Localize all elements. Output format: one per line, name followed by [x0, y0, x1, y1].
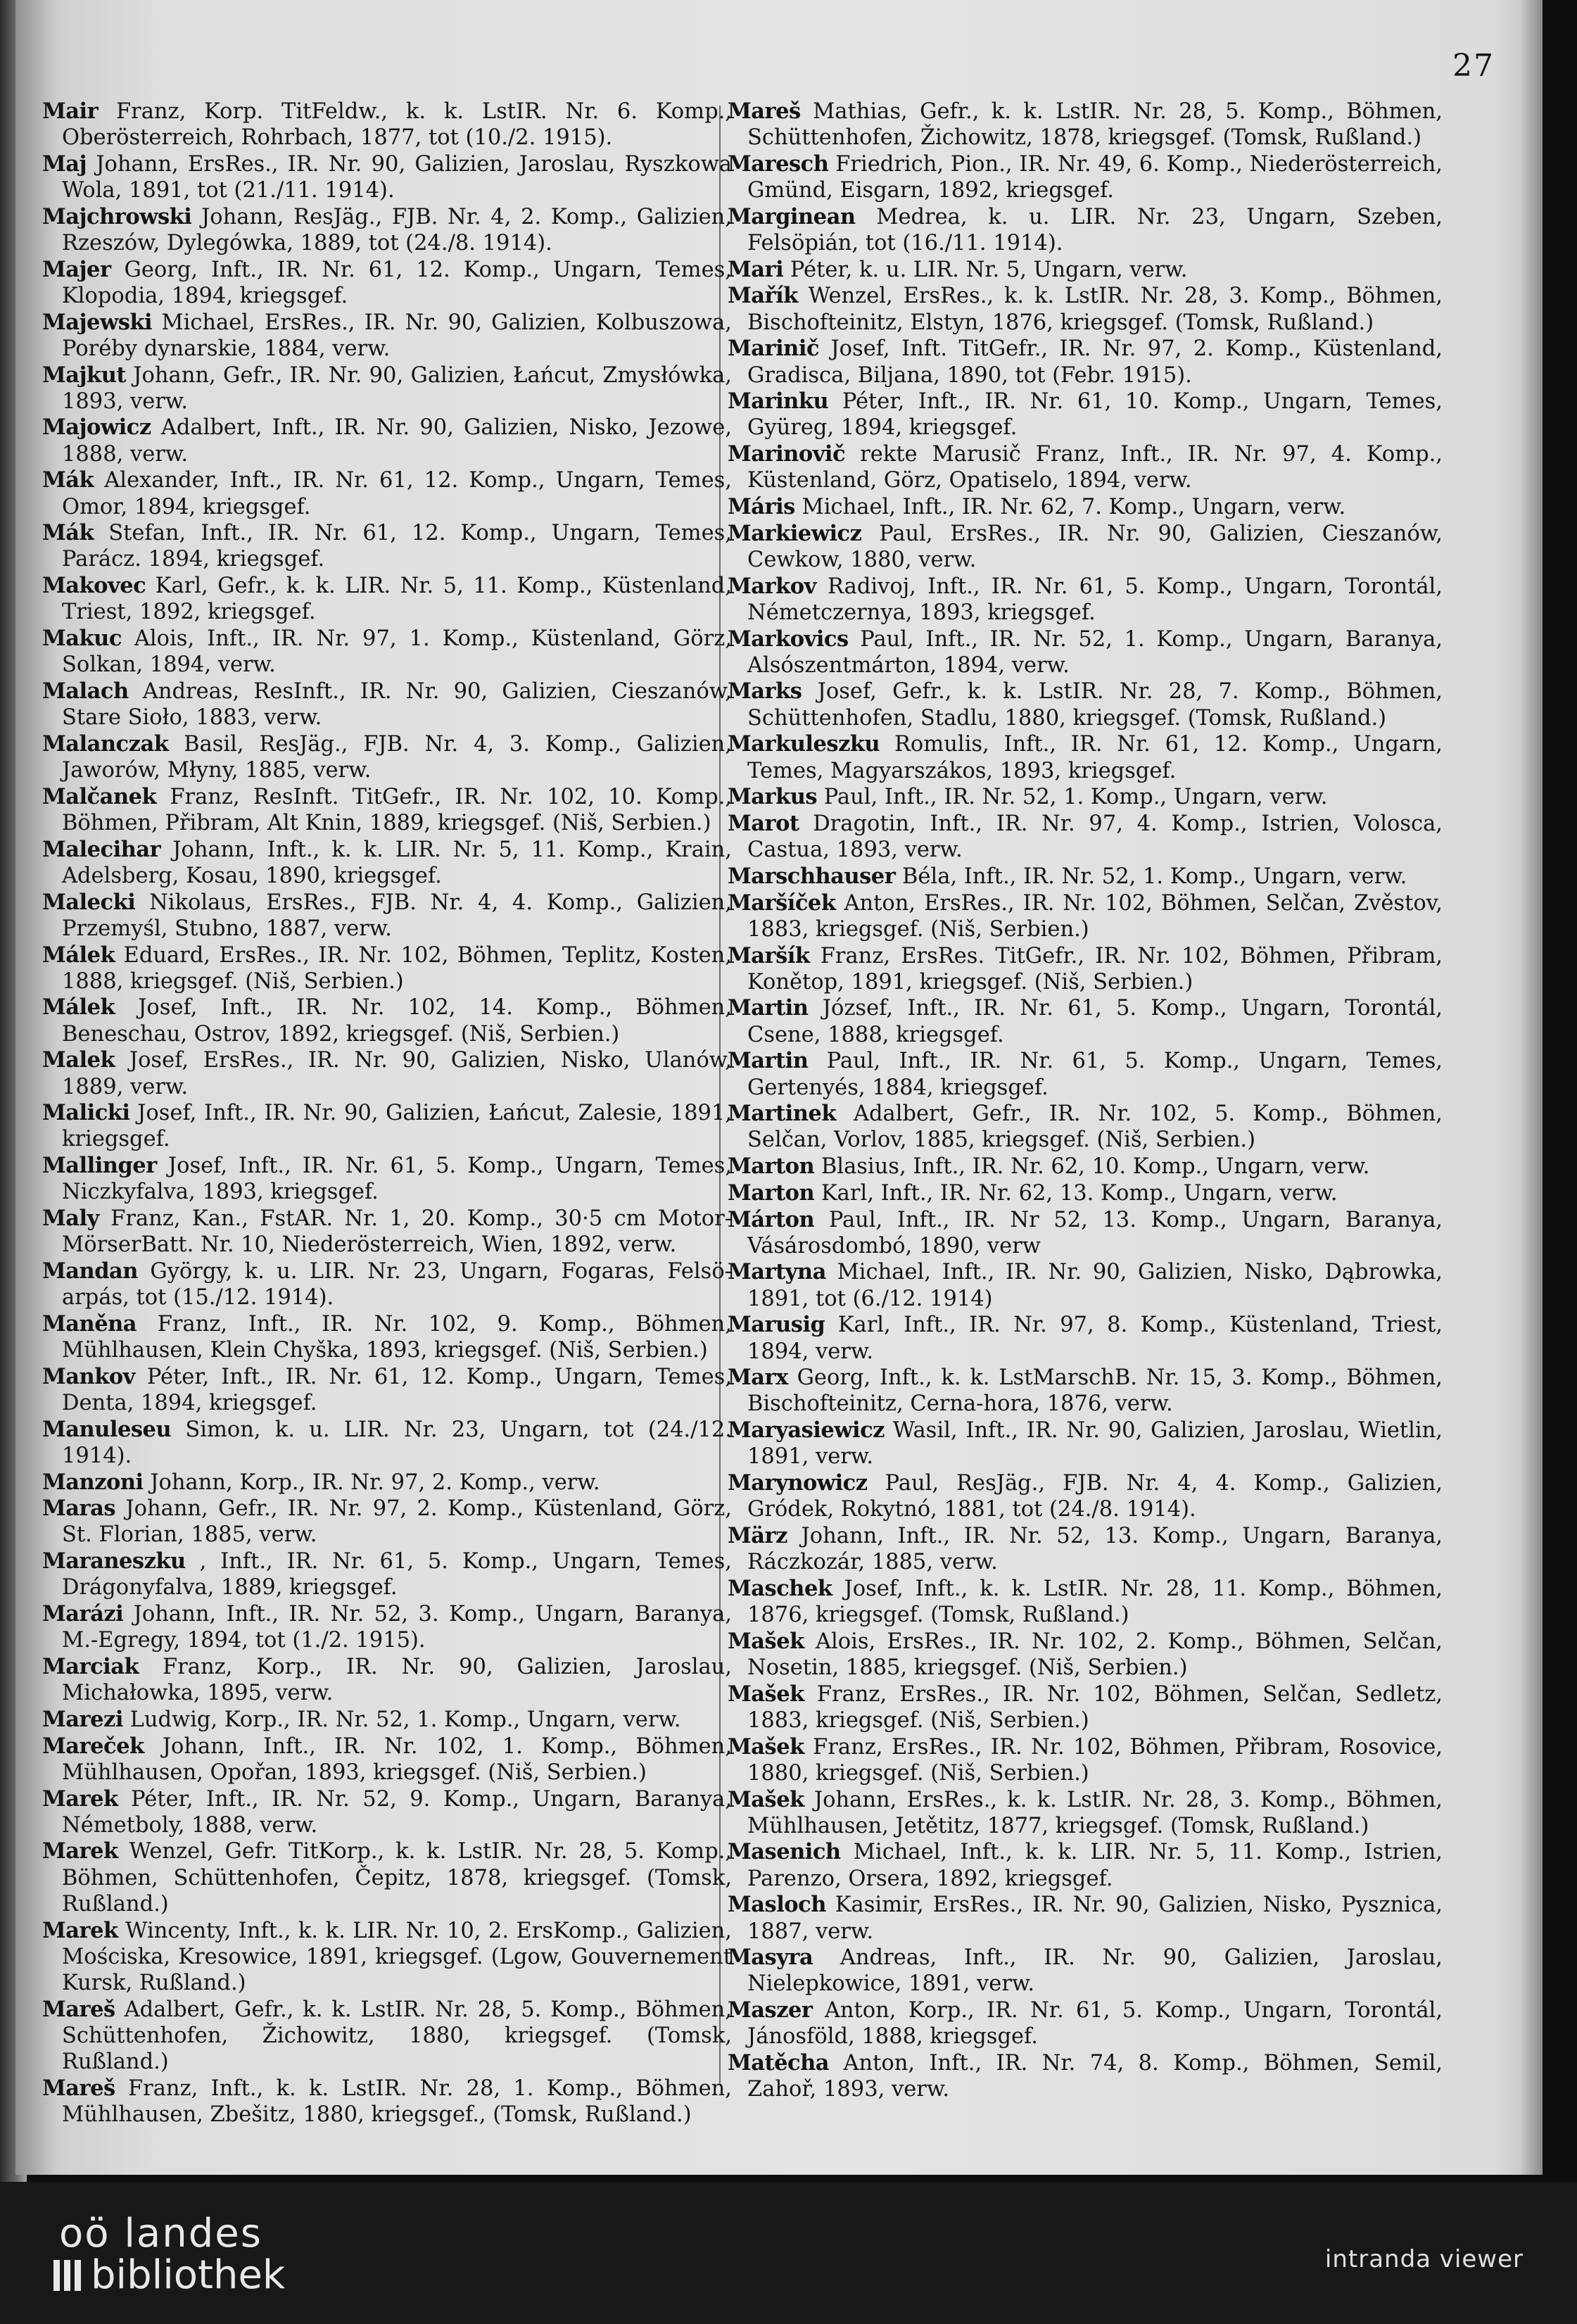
list-item — [728, 494, 1443, 520]
list-item — [42, 1997, 732, 2076]
list-item — [42, 626, 732, 678]
entry-details: Josef, Inft. TitGefr., IR. Nr. 97, 2. Komp., Küstenland, Gradisca, Biljana, 1890, tot (Febr. 1915). — [747, 336, 1443, 388]
entry-details: Kasimir, ErsRes., IR. Nr. 90, Galizien, Nisko, Pysznica, 1887, verw. — [747, 1893, 1443, 1944]
entry-details: Adalbert, Inft., IR. Nr. 90, Galizien, Nisko, Jezowe, 1888, verw. — [62, 415, 732, 467]
entry-surname: Malčanek — [42, 783, 157, 809]
entry-surname: Maszer — [728, 1997, 813, 2023]
entry-surname: Maraneszku — [42, 1548, 186, 1574]
viewer-footer — [0, 2182, 1577, 2324]
entry-details: Johann, Inft., IR. Nr. 52, 13. Komp., Ungarn, Baranya, Ráczkozár, 1885, verw. — [747, 1523, 1443, 1575]
entry-surname: Markov — [728, 573, 816, 599]
entry-surname: Marton — [728, 1154, 815, 1180]
entry-details: Josef, Gefr., k. k. LstIR. Nr. 28, 7. Komp., Böhmen, Schüttenhofen, Stadlu, 1880, kriegsgef. (Tomsk, Rußland.) — [747, 679, 1443, 731]
entry-surname: Markovics — [728, 626, 849, 652]
entry-surname: Maresch — [728, 151, 829, 177]
entry-surname: Maly — [42, 1206, 99, 1232]
entry-details: Eduard, ErsRes., IR. Nr. 102, Böhmen, Teplitz, Kosten, 1888, kriegsgef. (Niš, Serbien.) — [62, 942, 732, 994]
entry-surname: Mašek — [728, 1681, 804, 1707]
library-logo[interactable] — [53, 2211, 286, 2298]
list-item — [728, 1470, 1443, 1522]
entry-details: Wincenty, Inft., k. k. LIR. Nr. 10, 2. ErsKomp., Galizien, Mościska, Kresowice, 1891, kriegsgef. (Lgow, Gouvernement Kursk, Rußland.) — [62, 1918, 732, 1995]
entry-surname: Mareš — [42, 2075, 115, 2101]
list-item — [728, 1629, 1443, 1681]
list-item — [42, 310, 732, 362]
entry-surname: Marynowicz — [728, 1470, 868, 1496]
list-item — [42, 837, 732, 889]
entry-details: Georg, Inft., k. k. LstMarschB. Nr. 15, 3. Komp., Böhmen, Bischofteinitz, Cerna-hora, 1876, verw. — [747, 1365, 1443, 1417]
entry-details: Franz, ErsRes., IR. Nr. 102, Böhmen, Přibram, Rosovice, 1880, kriegsgef. (Niš, Serbien.) — [747, 1734, 1443, 1786]
entry-details: Franz, Inft., IR. Nr. 102, 9. Komp., Böhmen, Mühlhausen, Klein Chyška, 1893, kriegsgef. (Niš, Serbien.) — [62, 1311, 732, 1363]
list-item — [728, 1365, 1443, 1417]
entry-surname: Manzoni — [42, 1469, 144, 1495]
entry-details: Franz, ErsRes. TitGefr., IR. Nr. 102, Böhmen, Přibram, Konětop, 1891, kriegsgef. (Niš, Serbien.) — [747, 943, 1443, 994]
list-item — [728, 890, 1443, 942]
entry-details: Johann, ErsRes., IR. Nr. 90, Galizien, Jaroslau, Ryszkowa Wola, 1891, tot (21./11. 1914). — [62, 151, 732, 203]
list-item — [728, 1839, 1443, 1891]
entry-details: Johann, Inft., IR. Nr. 102, 1. Komp., Böhmen, Mühlhausen, Opořan, 1893, kriegsgef. (Niš, Serbien.) — [62, 1733, 732, 1785]
entry-surname: Malicki — [42, 1100, 130, 1126]
entry-surname: Maršík — [728, 942, 810, 968]
list-item — [42, 1417, 732, 1469]
list-item — [42, 2076, 732, 2128]
logo-line-2-wrap — [53, 2254, 285, 2297]
document-page — [15, 0, 1543, 2175]
list-item — [728, 1101, 1443, 1153]
entry-details: Franz, ErsRes., IR. Nr. 102, Böhmen, Selčan, Sedletz, 1883, kriegsgef. (Niš, Serbien.) — [747, 1681, 1443, 1733]
list-item — [728, 1997, 1443, 2050]
list-item — [728, 1048, 1443, 1100]
list-item — [728, 204, 1443, 256]
list-item — [42, 1654, 732, 1706]
entry-surname: Majowicz — [42, 415, 151, 441]
list-item — [728, 678, 1443, 731]
list-item — [728, 1523, 1443, 1575]
list-item — [42, 467, 732, 519]
entry-details: Alois, Inft., IR. Nr. 97, 1. Komp., Küstenland, Görz, Solkan, 1894, verw. — [62, 626, 732, 678]
entry-details: Josef, Inft., IR. Nr. 90, Galizien, Łańcut, Zalesie, 1891, kriegsgef. — [62, 1101, 732, 1152]
list-item — [42, 994, 732, 1047]
entry-surname: Masenich — [728, 1839, 841, 1865]
list-item — [42, 1470, 732, 1496]
entry-surname: Márton — [728, 1206, 815, 1232]
right-column — [728, 99, 1443, 2103]
entry-surname: Malecki — [42, 889, 136, 915]
entry-details: Andreas, ResInft., IR. Nr. 90, Galizien, Cieszanów, Stare Sioło, 1883, verw. — [62, 678, 732, 731]
entry-surname: Manuleseu — [42, 1416, 172, 1442]
entry-details: Johann, Korp., IR. Nr. 97, 2. Komp., verw. — [143, 1470, 600, 1495]
entry-surname: Málek — [42, 942, 115, 968]
entry-details: Simon, k. u. LIR. Nr. 23, Ungarn, tot (24./12. 1914). — [62, 1417, 732, 1468]
entry-details: Franz, Korp. TitFeldw., k. k. LstIR. Nr. 6. Komp., Oberösterreich, Rohrbach, 1877, tot (10./2. 1915). — [62, 99, 732, 151]
list-item — [728, 626, 1443, 678]
entry-surname: Marx — [728, 1365, 788, 1391]
list-item — [42, 1838, 732, 1917]
entry-details: Péter, k. u. LIR. Nr. 5, Ungarn, verw. — [783, 257, 1188, 282]
entry-details: Andreas, Inft., IR. Nr. 90, Galizien, Jaroslau, Nielepkowice, 1891, verw. — [747, 1945, 1443, 1997]
list-item — [42, 362, 732, 415]
entry-details: Wasil, Inft., IR. Nr. 90, Galizien, Jaroslau, Wietlin, 1891, verw. — [747, 1418, 1443, 1470]
entry-surname: Marusig — [728, 1312, 825, 1338]
list-item — [42, 1153, 732, 1205]
entry-details: Wenzel, ErsRes., k. k. LstIR. Nr. 28, 3. Komp., Böhmen, Bischofteinitz, Elstyn, 1876, kriegsgef. (Tomsk, Rußland.) — [747, 284, 1443, 335]
list-item — [728, 2050, 1443, 2102]
entry-details: Péter, Inft., IR. Nr. 61, 10. Komp., Ungarn, Temes, Gyüreg, 1894, kriegsgef. — [747, 389, 1443, 441]
entry-details: Karl, Gefr., k. k. LIR. Nr. 5, 11. Komp., Küstenland, Triest, 1892, kriegsgef. — [62, 574, 732, 625]
entry-surname: Marciak — [42, 1653, 139, 1679]
entry-details: Michael, Inft., k. k. LIR. Nr. 5, 11. Komp., Istrien, Parenzo, Orsera, 1892, kriegsgef. — [747, 1840, 1443, 1891]
viewer-label: intranda viewer — [1324, 2245, 1524, 2273]
list-item — [728, 283, 1443, 335]
entry-surname: Malek — [42, 1047, 115, 1073]
entry-surname: Masyra — [728, 1945, 813, 1971]
list-item — [728, 864, 1443, 890]
list-item — [728, 151, 1443, 203]
entry-surname: Maršíček — [728, 890, 836, 916]
list-item — [42, 1311, 732, 1363]
entry-details: Johann, Gefr., IR. Nr. 90, Galizien, Łańcut, Zmysłówka, 1893, verw. — [62, 362, 732, 414]
entry-surname: Marezi — [42, 1706, 123, 1732]
entry-details: Anton, Korp., IR. Nr. 61, 5. Komp., Ungarn, Torontál, Jánosföld, 1888, kriegsgef. — [747, 1998, 1443, 2050]
entry-details: Béla, Inft., IR. Nr. 52, 1. Komp., Ungarn, verw. — [895, 864, 1407, 889]
entry-details: Johann, ResJäg., FJB. Nr. 4, 2. Komp., Galizien, Rzeszów, Dylegówka, 1889, tot (24./8. 1914). — [62, 204, 732, 256]
entry-surname: Marton — [728, 1180, 815, 1206]
list-item — [728, 521, 1443, 573]
entry-surname: Málek — [42, 994, 115, 1021]
list-item — [728, 1945, 1443, 1997]
entry-surname: Marschhauser — [728, 863, 896, 889]
entry-surname: Mallinger — [42, 1153, 157, 1179]
entry-surname: Marinič — [728, 336, 820, 362]
list-item — [42, 678, 732, 731]
entry-details: Paul, Inft., IR. Nr. 52, 1. Komp., Ungarn, verw. — [817, 785, 1328, 810]
entry-surname: Marinovič — [728, 441, 846, 467]
list-item — [728, 257, 1443, 283]
entry-surname: Maschek — [728, 1575, 832, 1601]
logo-line-2: bibliothek — [91, 2252, 286, 2298]
list-item — [728, 574, 1443, 626]
entry-details: , Inft., IR. Nr. 61, 5. Komp., Ungarn, Temes, Drágonyfalva, 1889, kriegsgef. — [62, 1549, 732, 1600]
entry-details: Mathias, Gefr., k. k. LstIR. Nr. 28, 5. Komp., Böhmen, Schüttenhofen, Žichowitz, 1878, kriegsgef. (Tomsk, Rußland.) — [747, 99, 1443, 151]
list-item — [42, 1206, 732, 1258]
list-item — [728, 731, 1443, 783]
list-item — [42, 1786, 732, 1838]
entry-surname: Maras — [42, 1496, 116, 1522]
entry-surname: Masloch — [728, 1892, 826, 1918]
list-item — [728, 784, 1443, 810]
entry-surname: Marinku — [728, 389, 829, 415]
list-item — [728, 1154, 1443, 1180]
entry-surname: Makovec — [42, 573, 146, 599]
entry-surname: Marot — [728, 810, 799, 836]
entry-details: Paul, Inft., IR. Nr 52, 13. Komp., Ungarn, Baranya, Vásárosdombó, 1890, verw — [747, 1207, 1443, 1258]
entry-surname: Mandan — [42, 1258, 138, 1284]
entry-surname: Mašek — [728, 1628, 804, 1654]
list-item — [42, 1707, 732, 1733]
entry-surname: Mari — [728, 256, 784, 282]
list-item — [42, 1601, 732, 1653]
logo-bars-icon — [53, 2260, 81, 2291]
entry-details: Michael, ErsRes., IR. Nr. 90, Galizien, Kolbuszowa, Poréby dynarskie, 1884, verw. — [62, 310, 732, 361]
entry-surname: Mair — [42, 99, 99, 124]
list-item — [728, 1576, 1443, 1628]
entry-surname: Marek — [42, 1838, 118, 1864]
entry-surname: Markiewicz — [728, 520, 862, 546]
entry-details: Michael, Inft., IR. Nr. 90, Galizien, Nisko, Dąbrowka, 1891, tot (6./12. 1914) — [747, 1260, 1443, 1311]
entry-details: Alois, ErsRes., IR. Nr. 102, 2. Komp., Böhmen, Selčan, Nosetin, 1885, kriegsgef. (Niš, Serbien.) — [747, 1629, 1443, 1680]
entry-details: Paul, ResJäg., FJB. Nr. 4, 4. Komp., Galizien, Gródek, Rokytnó, 1881, tot (24./8. 1914). — [747, 1471, 1443, 1522]
entry-details: Franz, Korp., IR. Nr. 90, Galizien, Jaroslau, Michałowka, 1895, verw. — [62, 1654, 732, 1706]
list-item — [42, 784, 732, 836]
entry-surname: Malach — [42, 678, 129, 704]
list-item — [728, 811, 1443, 863]
entry-details: Adalbert, Gefr., IR. Nr. 102, 5. Komp., Böhmen, Selčan, Vorlov, 1885, kriegsgef. (Niš, Serbien.) — [747, 1101, 1443, 1153]
entry-surname: Majkut — [42, 362, 126, 388]
list-item — [728, 1734, 1443, 1786]
list-item — [42, 1918, 732, 1997]
entry-surname: Markuleszku — [728, 731, 880, 757]
entry-details: Josef, Inft., k. k. LstIR. Nr. 28, 11. Komp., Böhmen, 1876, kriegsgef. (Tomsk, Rußland.) — [747, 1576, 1443, 1628]
list-item — [728, 1417, 1443, 1470]
list-item — [728, 1892, 1443, 1944]
list-item — [42, 151, 732, 203]
entry-surname: Maněna — [42, 1311, 137, 1337]
list-item — [42, 1258, 732, 1311]
entry-details: Ludwig, Korp., IR. Nr. 52, 1. Komp., Ungarn, verw. — [122, 1707, 681, 1732]
entry-surname: Mankov — [42, 1363, 135, 1389]
entry-surname: Majer — [42, 256, 111, 282]
entry-details: Josef, ErsRes., IR. Nr. 90, Galizien, Nisko, Ulanów, 1889, verw. — [62, 1048, 732, 1099]
entry-surname: Makuc — [42, 626, 122, 652]
entry-details: Karl, Inft., IR. Nr. 97, 8. Komp., Küstenland, Triest, 1894, verw. — [747, 1313, 1443, 1364]
entry-details: Péter, Inft., IR. Nr. 52, 9. Komp., Ungarn, Baranya, Németboly, 1888, verw. — [62, 1786, 732, 1838]
entry-details: Péter, Inft., IR. Nr. 61, 12. Komp., Ungarn, Temes, Denta, 1894, kriegsgef. — [62, 1364, 732, 1415]
list-item — [728, 389, 1443, 441]
entry-surname: Malanczak — [42, 731, 169, 757]
entry-details: Johann, Inft., k. k. LIR. Nr. 5, 11. Komp., Krain, Adelsberg, Kosau, 1890, kriegsgef. — [62, 837, 732, 888]
entry-details: Anton, Inft., IR. Nr. 74, 8. Komp., Böhmen, Semil, Zahoř, 1893, verw. — [747, 2051, 1443, 2102]
entry-details: Karl, Inft., IR. Nr. 62, 13. Komp., Ungarn, verw. — [814, 1180, 1338, 1206]
entry-details: Franz, Inft., k. k. LstIR. Nr. 28, 1. Komp., Böhmen, Mühlhausen, Zbešitz, 1880, kriegsgef., (Tomsk, Rußland.) — [62, 2076, 732, 2127]
entry-surname: Martin — [728, 995, 809, 1021]
entry-surname: Marks — [728, 678, 802, 705]
list-item — [42, 99, 732, 151]
entry-surname: Mareš — [728, 99, 801, 124]
list-item — [728, 1787, 1443, 1839]
entry-details: Johann, ErsRes., k. k. LstIR. Nr. 28, 3. Komp., Böhmen, Mühlhausen, Jetětitz, 1877, kriegsgef. (Tomsk, Rußland.) — [747, 1787, 1443, 1838]
list-item — [728, 99, 1443, 151]
entry-details: Stefan, Inft., IR. Nr. 61, 12. Komp., Ungarn, Temes, Parácz. 1894, kriegsgef. — [62, 521, 732, 572]
list-item — [728, 1312, 1443, 1364]
logo-line-1: oö landes — [59, 2211, 262, 2256]
list-item — [42, 415, 732, 467]
entry-surname: Mašek — [728, 1733, 804, 1760]
entry-details: Johann, Inft., IR. Nr. 52, 3. Komp., Ungarn, Baranya, M.-Egregy, 1894, tot (1./2. 1915). — [62, 1602, 732, 1653]
entry-surname: Mařík — [728, 283, 798, 309]
entry-surname: Malecihar — [42, 836, 161, 862]
entry-details: Paul, Inft., IR. Nr. 61, 5. Komp., Ungarn, Temes, Gertenyés, 1884, kriegsgef. — [747, 1049, 1443, 1100]
list-item — [42, 1733, 732, 1786]
left-column — [42, 99, 732, 2128]
entry-details: Friedrich, Pion., IR. Nr. 49, 6. Komp., Niederösterreich, Gmünd, Eisgarn, 1892, kriegsgef. — [747, 151, 1443, 203]
list-item — [42, 890, 732, 942]
list-item — [42, 204, 732, 256]
list-item — [42, 573, 732, 625]
list-item — [42, 1100, 732, 1152]
list-item — [728, 943, 1443, 995]
entry-details: Radivoj, Inft., IR. Nr. 61, 5. Komp., Ungarn, Torontál, Németczernya, 1893, kriegsgef. — [747, 574, 1443, 625]
entry-surname: Martyna — [728, 1259, 826, 1285]
list-item — [42, 1364, 732, 1416]
entry-surname: Marek — [42, 1786, 118, 1812]
entry-surname: März — [728, 1522, 787, 1548]
entry-details: József, Inft., IR. Nr. 61, 5. Komp., Ungarn, Torontál, Csene, 1888, kriegsgef. — [747, 996, 1443, 1047]
entry-details: Blasius, Inft., IR. Nr. 62, 10. Komp., Ungarn, verw. — [814, 1154, 1370, 1180]
entry-surname: Majewski — [42, 309, 153, 335]
list-item — [728, 995, 1443, 1047]
list-item — [728, 1259, 1443, 1311]
entry-surname: Marázi — [42, 1601, 124, 1627]
entry-surname: Mašek — [728, 1786, 804, 1812]
page-number: 27 — [1452, 48, 1495, 84]
entry-surname: Maryasiewicz — [728, 1417, 885, 1444]
entry-details: Anton, ErsRes., IR. Nr. 102, Böhmen, Selčan, Zvěstov, 1883, kriegsgef. (Niš, Serbien.) — [747, 890, 1443, 942]
entry-details: Basil, ResJäg., FJB. Nr. 4, 3. Komp., Galizien, Jaworów, Młyny, 1885, verw. — [62, 731, 732, 783]
entry-surname: Máris — [728, 494, 795, 520]
entry-details: Johann, Gefr., IR. Nr. 97, 2. Komp., Küstenland, Görz, St. Florian, 1885, verw. — [62, 1496, 732, 1548]
entry-details: Franz, Kan., FstAR. Nr. 1, 20. Komp., 30·5 cm Motor-MörserBatt. Nr. 10, Niederösterreich, Wien, 1892, verw. — [62, 1206, 732, 1258]
page-edge — [1521, 0, 1543, 2175]
entry-details: Josef, Inft., IR. Nr. 61, 5. Komp., Ungarn, Temes, Niczkyfalva, 1893, kriegsgef. — [62, 1154, 732, 1205]
entry-surname: Maj — [42, 151, 87, 177]
list-item — [42, 1047, 732, 1099]
entry-details: Dragotin, Inft., IR. Nr. 97, 4. Komp., Istrien, Volosca, Castua, 1893, verw. — [747, 811, 1443, 863]
list-item — [42, 731, 732, 783]
entry-details: Adalbert, Gefr., k. k. LstIR. Nr. 28, 5. Komp., Böhmen, Schüttenhofen, Žichowitz, 1880, kriegsgef. (Tomsk, Rußland.) — [62, 1997, 732, 2075]
entry-details: Alexander, Inft., IR. Nr. 61, 12. Komp., Ungarn, Temes, Omor, 1894, kriegsgef. — [62, 468, 732, 519]
list-item — [42, 257, 732, 309]
entry-surname: Matěcha — [728, 2050, 830, 2076]
entry-surname: Marginean — [728, 203, 856, 229]
entry-surname: Martinek — [728, 1101, 836, 1127]
entry-details: Romulis, Inft., IR. Nr. 61, 12. Komp., Ungarn, Temes, Magyarszákos, 1893, kriegsgef. — [747, 732, 1443, 783]
list-item — [42, 1496, 732, 1548]
entry-surname: Majchrowski — [42, 203, 192, 229]
entry-details: Nikolaus, ErsRes., FJB. Nr. 4, 4. Komp., Galizien, Przemyśl, Stubno, 1887, verw. — [62, 890, 732, 941]
list-item — [728, 1180, 1443, 1206]
list-item — [42, 520, 732, 572]
entry-details: Georg, Inft., IR. Nr. 61, 12. Komp., Ungarn, Temes, Klopodia, 1894, kriegsgef. — [62, 257, 732, 308]
entry-details: Medrea, k. u. LIR. Nr. 23, Ungarn, Szeben, Felsöpián, tot (16./11. 1914). — [747, 204, 1443, 256]
list-item — [728, 1681, 1443, 1733]
entry-surname: Mák — [42, 520, 94, 546]
entry-details: Wenzel, Gefr. TitKorp., k. k. LstIR. Nr. 28, 5. Komp., Böhmen, Schüttenhofen, Čepitz, 1878, kriegsgef. (Tomsk, Rußland.) — [62, 1839, 732, 1916]
list-item — [42, 942, 732, 994]
entry-details: Paul, ErsRes., IR. Nr. 90, Galizien, Cieszanów, Cewkow, 1880, verw. — [747, 521, 1443, 572]
entry-details: György, k. u. LIR. Nr. 23, Ungarn, Fogaras, Felsö-arpás, tot (15./12. 1914). — [62, 1258, 732, 1311]
list-item — [42, 1548, 732, 1600]
entry-surname: Markus — [728, 784, 818, 810]
list-item — [728, 441, 1443, 493]
entry-surname: Martin — [728, 1048, 809, 1074]
entry-details: Franz, ResInft. TitGefr., IR. Nr. 102, 10. Komp., Böhmen, Přibram, Alt Knin, 1889, kriegsgef. (Niš, Serbien.) — [62, 784, 732, 835]
entry-surname: Mareš — [42, 1996, 115, 2022]
entry-details: Michael, Inft., IR. Nr. 62, 7. Komp., Ungarn, verw. — [794, 495, 1346, 520]
entry-surname: Mareček — [42, 1733, 144, 1759]
entry-surname: Mák — [42, 467, 94, 493]
list-item — [728, 336, 1443, 388]
entry-details: rekte Marusič Franz, Inft., IR. Nr. 97, 4. Komp., Küstenland, Görz, Opatiselo, 1894, verw. — [747, 442, 1443, 493]
entry-surname: Marek — [42, 1917, 118, 1943]
list-item — [728, 1207, 1443, 1259]
entry-details: Paul, Inft., IR. Nr. 52, 1. Komp., Ungarn, Baranya, Alsószentmárton, 1894, verw. — [747, 626, 1443, 678]
entry-details: Josef, Inft., IR. Nr. 102, 14. Komp., Böhmen, Beneschau, Ostrov, 1892, kriegsgef. (Niš, Serbien.) — [62, 995, 732, 1047]
